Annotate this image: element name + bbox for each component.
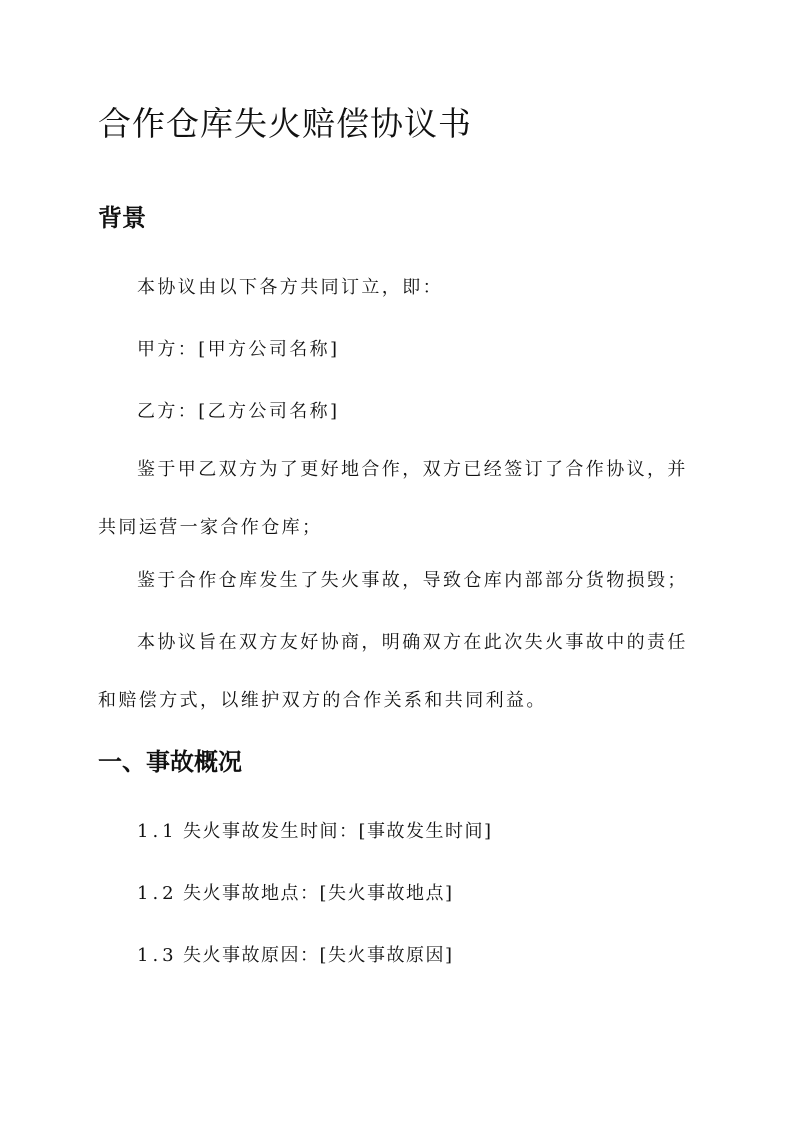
party-a-line: 甲方：[甲方公司名称] [137,339,340,360]
whereas-cooperation-paragraph: 鉴于甲乙双方为了更好地合作，双方已经签订了合作协议，并共同运营一家合作仓库； [98,459,688,538]
purpose-paragraph: 本协议旨在双方友好协商，明确双方在此次失火事故中的责任和赔偿方式，以维护双方的合作关系和共同利益。 [98,632,688,711]
item-text: 失火事故发生时间：[事故发生时间] [183,821,493,842]
document-title: 合作仓库失火赔偿协议书 [98,104,472,143]
list-item [137,817,493,843]
whereas-fire-paragraph: 鉴于合作仓库发生了失火事故，导致仓库内部部分货物损毁； [137,570,688,591]
list-item [137,941,454,967]
item-text: 失火事故原因：[失火事故原因] [183,945,454,966]
list-item [137,879,454,905]
item-number: 1.3 [137,945,178,966]
item-text: 失火事故地点：[失火事故地点] [183,883,454,904]
item-number: 1.2 [137,883,178,904]
item-number: 1.1 [137,821,178,842]
background-heading: 背景 [98,203,146,232]
party-b-line: 乙方：[乙方公司名称] [137,401,340,422]
intro-paragraph: 本协议由以下各方共同订立，即： [137,277,443,298]
section-1-heading: 一、事故概况 [98,747,242,776]
